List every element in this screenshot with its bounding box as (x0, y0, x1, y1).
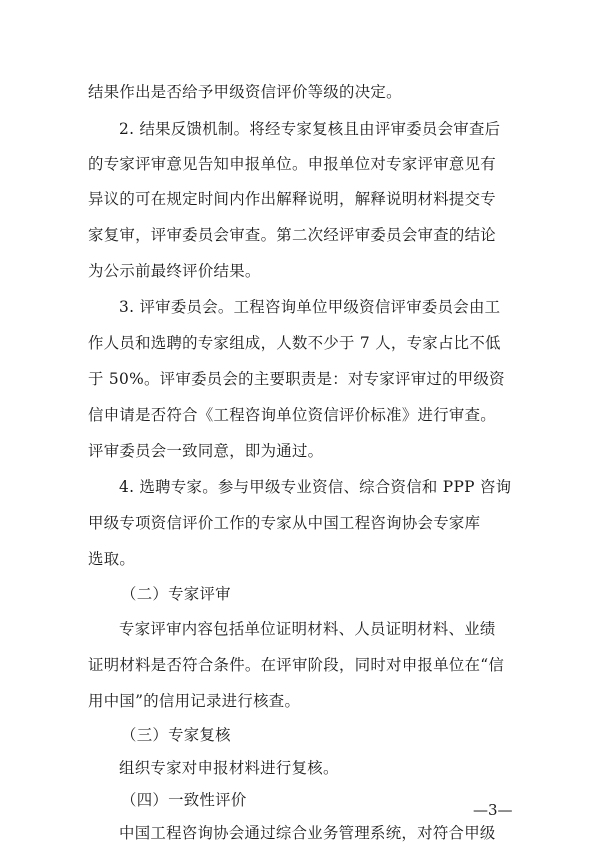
body-line: 2. 结果反馈机制。将经专家复核且由评审委员会审查后 (119, 120, 501, 138)
body-line: 异议的可在规定时间内作出解释说明，解释说明材料提交专 (88, 190, 496, 208)
body-line: 专家评审内容包括单位证明材料、人员证明材料、业绩 (119, 620, 496, 638)
body-line: 中国工程咨询协会通过综合业务管理系统，对符合甲级 (119, 824, 496, 842)
page-number: —3— (473, 801, 513, 819)
body-line: 为公示前最终评价结果。 (88, 262, 261, 280)
body-line: 于 50%。评审委员会的主要职责是：对专家评审过的甲级资 (88, 370, 505, 388)
section-heading: （四）一致性评价 (121, 791, 247, 809)
section-heading: （二）专家评审 (121, 585, 231, 603)
body-line: 组织专家对申报材料进行复核。 (119, 759, 339, 777)
body-line: 3. 评审委员会。工程咨询单位甲级资信评审委员会由工 (119, 298, 501, 316)
body-line: 信申请是否符合《工程咨询单位资信评价标准》进行审查。 (88, 406, 496, 424)
body-line: 结果作出是否给予甲级资信评价等级的决定。 (88, 83, 402, 101)
body-line: 作人员和选聘的专家组成，人数不少于 7 人，专家占比不低 (88, 334, 501, 352)
body-line: 选取。 (88, 550, 136, 568)
body-line: 的专家评审意见告知申报单位。申报单位对专家评审意见有 (88, 155, 496, 173)
body-line: 用中国”的信用记录进行核查。 (88, 692, 301, 710)
section-heading: （三）专家复核 (121, 726, 231, 744)
body-line: 家复审，评审委员会审查。第二次经评审委员会审查的结论 (88, 226, 496, 244)
body-line: 证明材料是否符合条件。在评审阶段，同时对申报单位在“信 (88, 656, 505, 674)
body-line: 甲级专项资信评价工作的专家从中国工程咨询协会专家库 (88, 514, 481, 532)
body-line: 4. 选聘专家。参与甲级专业资信、综合资信和 PPP 咨询 (119, 478, 512, 496)
body-line: 评审委员会一致同意，即为通过。 (88, 442, 324, 460)
